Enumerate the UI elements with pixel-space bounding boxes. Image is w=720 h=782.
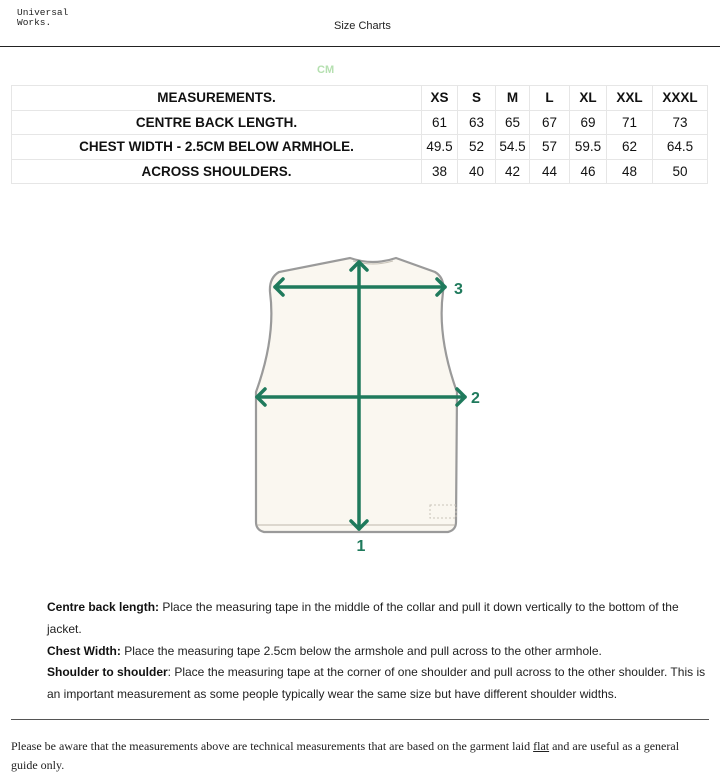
size-header: XXXL — [653, 86, 708, 111]
table-cell: 62 — [607, 135, 653, 160]
size-header: S — [458, 86, 496, 111]
page-title: Size Charts — [334, 20, 391, 32]
disclaimer-text-end: and are useful as a general guide only. — [11, 739, 680, 772]
table-header-label: MEASUREMENTS. — [12, 86, 422, 111]
size-chart-table — [11, 85, 708, 184]
size-header: XXL — [607, 86, 653, 111]
table-cell: 54.5 — [496, 135, 530, 160]
centre-back-text: Place the measuring tape in the middle of the collar and pull it down vertically to the bottom of the jacket. — [47, 600, 679, 636]
marker-1-label: 1 — [356, 538, 366, 555]
table-cell: 38 — [422, 159, 458, 184]
table-row — [12, 159, 708, 184]
shoulder-instruction — [47, 662, 712, 706]
disclaimer-flat-emphasis: flat — [533, 739, 550, 753]
footer-divider — [11, 719, 709, 720]
table-cell: 63 — [458, 110, 496, 135]
table-cell: 52 — [458, 135, 496, 160]
disclaimer-text-start: Please be aware that the measurements above are technical measurements that are based on the garment laid — [11, 739, 534, 753]
table-cell: 64.5 — [653, 135, 708, 160]
measurement-instructions — [47, 597, 712, 706]
centre-back-title: Centre back length: — [47, 600, 160, 614]
row-label: ACROSS SHOULDERS. — [12, 159, 422, 184]
brand-logo[interactable] — [17, 8, 68, 28]
shoulder-title: Shoulder to shoulder — [47, 665, 168, 680]
table-cell: 65 — [496, 110, 530, 135]
table-cell: 48 — [607, 159, 653, 184]
size-header: XL — [570, 86, 607, 111]
table-cell: 50 — [653, 159, 708, 184]
size-header: M — [496, 86, 530, 111]
marker-2-label: 2 — [471, 390, 480, 407]
table-cell: 44 — [530, 159, 570, 184]
table-cell: 49.5 — [422, 135, 458, 160]
row-label: CENTRE BACK LENGTH. — [12, 110, 422, 135]
vest-shape — [256, 258, 457, 532]
size-header: XS — [422, 86, 458, 111]
table-cell: 61 — [422, 110, 458, 135]
logo-line-1: Universal — [17, 7, 69, 18]
table-cell: 42 — [496, 159, 530, 184]
table-cell: 46 — [570, 159, 607, 184]
table-cell: 57 — [530, 135, 570, 160]
table-header-row — [12, 86, 708, 111]
table-cell: 73 — [653, 110, 708, 135]
row-label: CHEST WIDTH - 2.5CM BELOW ARMHOLE. — [12, 135, 422, 160]
header-divider — [0, 46, 720, 47]
shoulder-text: : Place the measuring tape at the corner of one shoulder and pull across to the other shoulder. This is an important measurement as some people typically wear the same size but have different shoulder widths. — [47, 665, 706, 702]
table-cell: 59.5 — [570, 135, 607, 160]
vest-measurement-diagram — [245, 252, 495, 557]
disclaimer-note — [11, 737, 701, 774]
table-row — [12, 135, 708, 160]
marker-3-label: 3 — [454, 281, 463, 298]
centre-back-instruction — [47, 597, 712, 641]
logo-line-2: Works. — [17, 17, 52, 28]
chest-width-title: Chest Width: — [47, 643, 121, 658]
size-header: L — [530, 86, 570, 111]
table-cell: 67 — [530, 110, 570, 135]
unit-label: CM — [317, 64, 335, 76]
table-cell: 71 — [607, 110, 653, 135]
chest-width-instruction — [47, 641, 712, 663]
table-cell: 69 — [570, 110, 607, 135]
chest-width-text: Place the measuring tape 2.5cm below the armshole and pull across to the other armhole. — [120, 643, 602, 658]
table-row — [12, 110, 708, 135]
table-cell: 40 — [458, 159, 496, 184]
